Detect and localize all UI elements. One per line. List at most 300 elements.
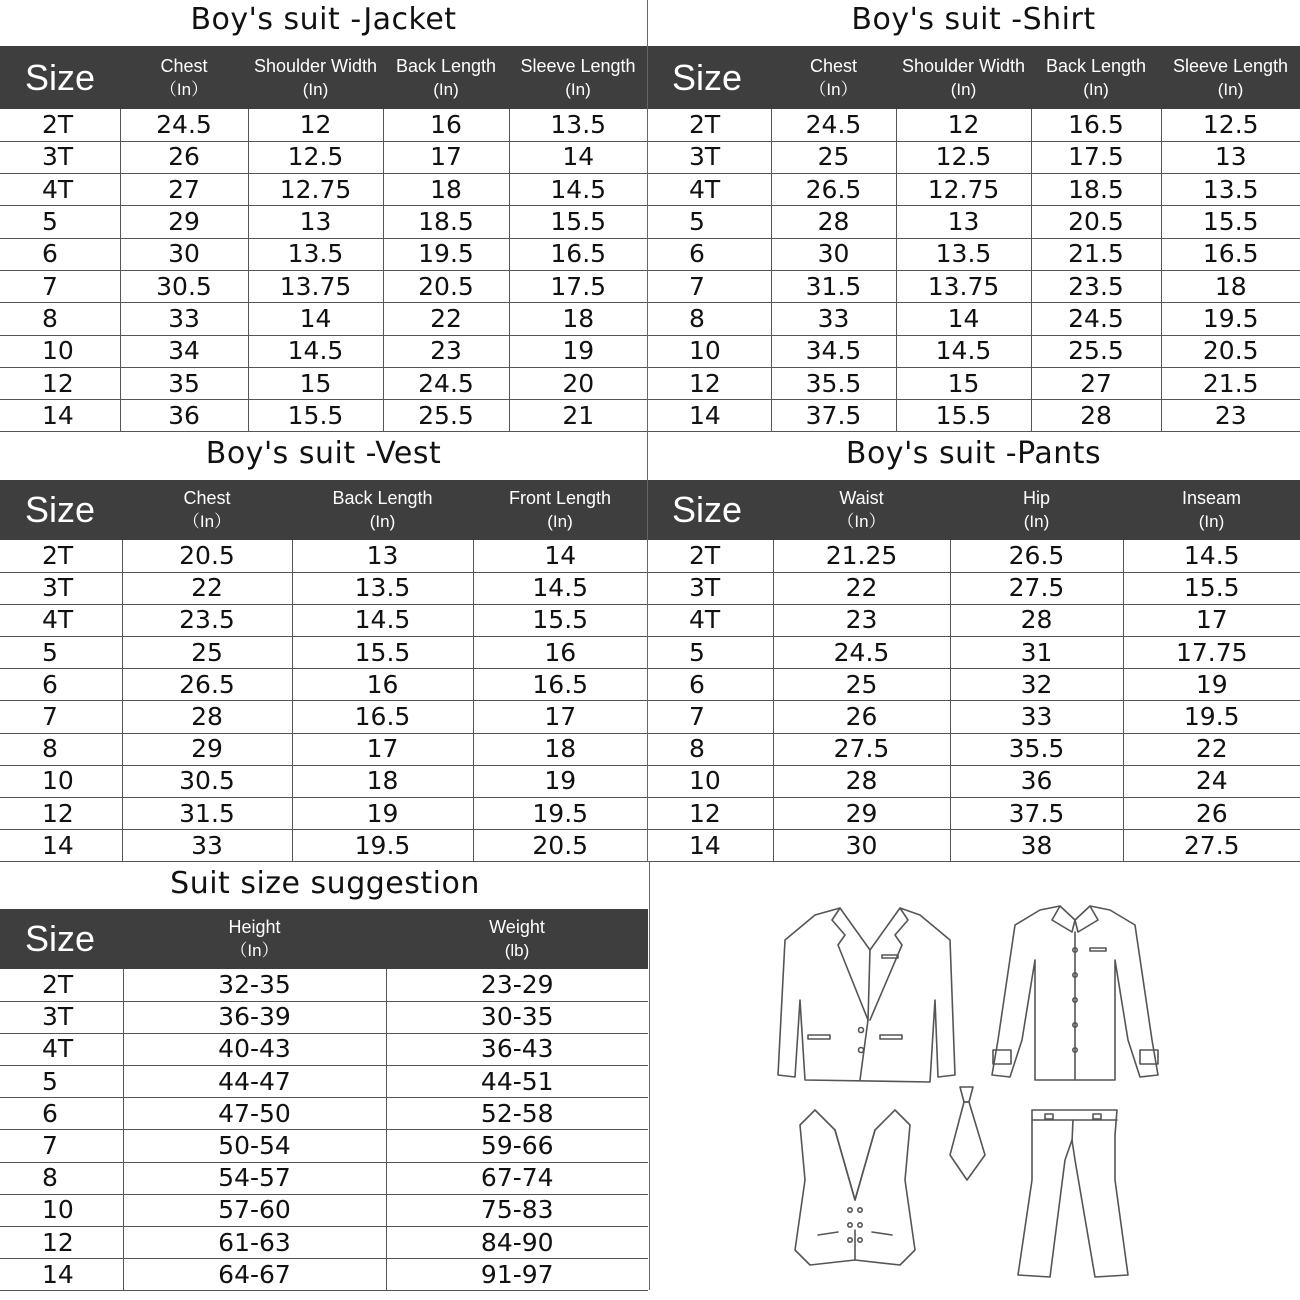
value-cell: 25.5: [383, 400, 509, 432]
value-cell: 26: [1123, 798, 1300, 830]
jacket-icon: [778, 908, 955, 1082]
value-cell: 27.5: [950, 572, 1123, 604]
vest-icon: [795, 1110, 915, 1265]
size-cell: 8: [0, 303, 120, 335]
value-cell: 30.5: [122, 765, 292, 797]
value-cell: 23: [1161, 400, 1300, 432]
table-row: [0, 367, 647, 399]
size-cell: 10: [647, 335, 771, 367]
value-cell: 14: [509, 141, 647, 173]
panel-divider-vertical: [647, 0, 648, 862]
table-row: [0, 637, 647, 669]
table-row: [0, 206, 647, 238]
column-header-label: Weight: [489, 917, 545, 937]
size-cell: 5: [647, 206, 771, 238]
jacket-panel: [0, 0, 647, 432]
column-header-unit: （In）: [182, 512, 232, 531]
value-cell: 19.5: [1123, 701, 1300, 733]
size-cell: 3T: [0, 141, 120, 173]
value-cell: 26.5: [122, 669, 292, 701]
column-header-unit: (In): [1217, 79, 1244, 99]
value-cell: 25: [771, 141, 896, 173]
size-cell: 10: [647, 765, 773, 797]
value-cell: 25: [773, 669, 950, 701]
value-cell: 15: [896, 367, 1031, 399]
size-cell: 4T: [647, 174, 771, 206]
shirt-icon: [992, 906, 1158, 1080]
table-row: [647, 701, 1300, 733]
shirt-table-title: Boy's suit -Shirt: [851, 2, 1096, 37]
value-cell: 44-51: [386, 1066, 648, 1098]
value-cell: 19: [292, 798, 473, 830]
value-cell: 14.5: [896, 335, 1031, 367]
table-row: [647, 572, 1300, 604]
value-cell: 18: [1161, 270, 1300, 302]
column-header-label: Front Length: [508, 488, 612, 508]
column-header-unit: （In）: [809, 79, 858, 99]
size-cell: 2T: [647, 540, 773, 572]
value-cell: 23: [383, 335, 509, 367]
value-cell: 24.5: [1031, 303, 1161, 335]
size-cell: 12: [0, 798, 122, 830]
size-cell: 6: [0, 1098, 123, 1130]
size-cell: 6: [647, 238, 771, 270]
table-row: [0, 669, 647, 701]
value-cell: 13.5: [1161, 174, 1300, 206]
size-cell: 3T: [0, 1001, 123, 1033]
size-cell: 10: [0, 1194, 123, 1226]
column-header-label: Hip: [1022, 488, 1050, 508]
value-cell: 26.5: [950, 540, 1123, 572]
column-header-label: Shoulder Width: [253, 55, 378, 76]
value-cell: 30-35: [386, 1001, 648, 1033]
size-cell: 8: [647, 303, 771, 335]
size-cell: 12: [647, 798, 773, 830]
size-cell: 7: [0, 1130, 123, 1162]
column-header: [122, 480, 292, 540]
size-cell: 8: [0, 1162, 123, 1194]
value-cell: 30: [773, 830, 950, 862]
column-header-unit: (In): [302, 79, 329, 99]
value-cell: 13.5: [292, 572, 473, 604]
jacket-size-table: [0, 46, 647, 432]
column-header-unit: (lb): [504, 941, 530, 960]
panel-divider-vertical-lower: [649, 862, 650, 1290]
value-cell: 19.5: [383, 238, 509, 270]
value-cell: 16: [473, 637, 647, 669]
value-cell: 28: [1031, 400, 1161, 432]
table-row: [0, 765, 647, 797]
value-cell: 34.5: [771, 335, 896, 367]
value-cell: 17.75: [1123, 637, 1300, 669]
value-cell: 21: [509, 400, 647, 432]
table-row: [0, 335, 647, 367]
table-row: [647, 637, 1300, 669]
value-cell: 84-90: [386, 1227, 648, 1259]
table-row: [0, 174, 647, 206]
value-cell: 28: [771, 206, 896, 238]
column-header-label: Back Length: [1045, 55, 1147, 76]
value-cell: 36-39: [123, 1001, 386, 1033]
suggestion-table-title: Suit size suggestion: [170, 866, 480, 901]
vest-size-table: [0, 480, 647, 862]
table-row: [0, 733, 647, 765]
tie-icon: [950, 1087, 985, 1180]
table-row: [647, 540, 1300, 572]
value-cell: 15.5: [896, 400, 1031, 432]
size-cell: 7: [0, 270, 120, 302]
value-cell: 13.75: [896, 270, 1031, 302]
column-header-label: Chest: [160, 55, 208, 76]
value-cell: 37.5: [771, 400, 896, 432]
column-header: [292, 480, 473, 540]
value-cell: 12.5: [248, 141, 383, 173]
value-cell: 16: [383, 109, 509, 141]
column-header: [1161, 46, 1300, 109]
size-cell: 4T: [0, 1033, 123, 1065]
value-cell: 40-43: [123, 1033, 386, 1065]
column-header-size: Size: [0, 480, 122, 540]
value-cell: 13.5: [509, 109, 647, 141]
table-row: [647, 830, 1300, 862]
value-cell: 12.5: [1161, 109, 1300, 141]
value-cell: 13.5: [248, 238, 383, 270]
shirt-size-table: [647, 46, 1300, 432]
value-cell: 24: [1123, 765, 1300, 797]
size-cell: 14: [0, 830, 122, 862]
value-cell: 17: [1123, 604, 1300, 636]
value-cell: 29: [773, 798, 950, 830]
table-row: [0, 238, 647, 270]
value-cell: 47-50: [123, 1098, 386, 1130]
table-row: [647, 604, 1300, 636]
value-cell: 31.5: [122, 798, 292, 830]
size-cell: 7: [647, 270, 771, 302]
column-header-label: Chest: [183, 488, 231, 508]
size-cell: 3T: [647, 141, 771, 173]
value-cell: 24.5: [120, 109, 248, 141]
column-header-unit: (In): [1083, 79, 1109, 99]
table-row: [0, 1259, 648, 1291]
size-cell: 6: [0, 238, 120, 270]
value-cell: 32: [950, 669, 1123, 701]
value-cell: 22: [1123, 733, 1300, 765]
value-cell: 18: [473, 733, 647, 765]
value-cell: 59-66: [386, 1130, 648, 1162]
vest-panel: [0, 432, 647, 862]
column-header-label: Back Length: [395, 55, 497, 76]
table-row: [0, 1001, 648, 1033]
shirt-panel: [647, 0, 1300, 432]
value-cell: 19: [1123, 669, 1300, 701]
value-cell: 12.75: [248, 174, 383, 206]
value-cell: 24.5: [771, 109, 896, 141]
value-cell: 22: [383, 303, 509, 335]
size-cell: 3T: [647, 572, 773, 604]
column-header: [771, 46, 896, 109]
table-row: [647, 669, 1300, 701]
value-cell: 19.5: [473, 798, 647, 830]
table-row: [647, 765, 1300, 797]
table-row: [0, 572, 647, 604]
column-header-unit: (In): [1198, 512, 1225, 531]
size-cell: 8: [0, 733, 122, 765]
value-cell: 20.5: [383, 270, 509, 302]
value-cell: 35: [120, 367, 248, 399]
value-cell: 54-57: [123, 1162, 386, 1194]
table-row: [647, 798, 1300, 830]
column-header-size: Size: [647, 46, 771, 109]
size-cell: 8: [647, 733, 773, 765]
value-cell: 22: [773, 572, 950, 604]
value-cell: 13: [896, 206, 1031, 238]
value-cell: 17.5: [1031, 141, 1161, 173]
value-cell: 13.5: [896, 238, 1031, 270]
table-row: [647, 335, 1300, 367]
table-row: [0, 1033, 648, 1065]
value-cell: 38: [950, 830, 1123, 862]
column-header-size: Size: [0, 46, 120, 109]
value-cell: 28: [773, 765, 950, 797]
table-row: [0, 303, 647, 335]
column-header-unit: (In): [565, 79, 591, 99]
value-cell: 13: [248, 206, 383, 238]
value-cell: 33: [122, 830, 292, 862]
pants-panel: [647, 432, 1300, 862]
column-header-label: Inseam: [1181, 488, 1242, 508]
column-header-label: Waist: [839, 488, 884, 508]
value-cell: 21.5: [1161, 367, 1300, 399]
value-cell: 24.5: [383, 367, 509, 399]
size-cell: 7: [0, 701, 122, 733]
value-cell: 75-83: [386, 1194, 648, 1226]
value-cell: 14.5: [292, 604, 473, 636]
table-row: [0, 830, 647, 862]
column-header-size: Size: [0, 909, 123, 969]
table-row: [647, 238, 1300, 270]
value-cell: 20.5: [1031, 206, 1161, 238]
value-cell: 18: [292, 765, 473, 797]
table-row: [0, 604, 647, 636]
value-cell: 14.5: [1123, 540, 1300, 572]
column-header-unit: （In）: [230, 941, 279, 960]
value-cell: 34: [120, 335, 248, 367]
size-cell: 5: [0, 1066, 123, 1098]
table-row: [0, 969, 648, 1001]
pants-table-title: Boy's suit -Pants: [845, 436, 1102, 471]
value-cell: 64-67: [123, 1259, 386, 1291]
size-cell: 5: [647, 637, 773, 669]
table-row: [0, 1227, 648, 1259]
value-cell: 23.5: [122, 604, 292, 636]
suggestion-size-table: [0, 909, 648, 1291]
column-header-unit: (In): [547, 512, 573, 531]
size-cell: 12: [0, 1227, 123, 1259]
value-cell: 35.5: [771, 367, 896, 399]
value-cell: 30: [120, 238, 248, 270]
suit-illustration: [760, 880, 1200, 1290]
jacket-table-title: Boy's suit -Jacket: [190, 2, 457, 37]
value-cell: 21.5: [1031, 238, 1161, 270]
value-cell: 17: [473, 701, 647, 733]
value-cell: 35.5: [950, 733, 1123, 765]
value-cell: 12: [896, 109, 1031, 141]
value-cell: 67-74: [386, 1162, 648, 1194]
column-header: [386, 909, 648, 969]
value-cell: 29: [120, 206, 248, 238]
size-cell: 6: [647, 669, 773, 701]
value-cell: 36: [950, 765, 1123, 797]
value-cell: 28: [122, 701, 292, 733]
column-header-unit: (In): [369, 512, 396, 531]
column-header-unit: （In）: [837, 512, 886, 531]
value-cell: 18.5: [383, 206, 509, 238]
column-header: [120, 46, 248, 109]
value-cell: 14: [248, 303, 383, 335]
column-header: [773, 480, 950, 540]
value-cell: 19: [509, 335, 647, 367]
column-header-label: Height: [228, 917, 281, 937]
value-cell: 36: [120, 400, 248, 432]
value-cell: 14: [473, 540, 647, 572]
value-cell: 20.5: [122, 540, 292, 572]
size-cell: 14: [647, 830, 773, 862]
value-cell: 16.5: [1031, 109, 1161, 141]
value-cell: 15.5: [473, 604, 647, 636]
value-cell: 27: [1031, 367, 1161, 399]
size-cell: 2T: [647, 109, 771, 141]
size-cell: 2T: [0, 540, 122, 572]
value-cell: 27: [120, 174, 248, 206]
value-cell: 17: [292, 733, 473, 765]
value-cell: 15.5: [509, 206, 647, 238]
value-cell: 33: [950, 701, 1123, 733]
table-row: [0, 141, 647, 173]
column-header-label: Sleeve Length: [1172, 55, 1289, 76]
table-row: [647, 141, 1300, 173]
size-cell: 12: [0, 367, 120, 399]
value-cell: 13: [1161, 141, 1300, 173]
size-cell: 2T: [0, 109, 120, 141]
value-cell: 14.5: [509, 174, 647, 206]
value-cell: 21.25: [773, 540, 950, 572]
value-cell: 14: [896, 303, 1031, 335]
value-cell: 29: [122, 733, 292, 765]
size-cell: 3T: [0, 572, 122, 604]
value-cell: 31.5: [771, 270, 896, 302]
value-cell: 15.5: [1161, 206, 1300, 238]
value-cell: 25.5: [1031, 335, 1161, 367]
value-cell: 13: [292, 540, 473, 572]
value-cell: 12.5: [896, 141, 1031, 173]
value-cell: 44-47: [123, 1066, 386, 1098]
table-row: [647, 206, 1300, 238]
value-cell: 26: [773, 701, 950, 733]
size-cell: 7: [647, 701, 773, 733]
value-cell: 16.5: [292, 701, 473, 733]
value-cell: 15.5: [292, 637, 473, 669]
column-header-unit: （In）: [159, 79, 209, 99]
suggestion-panel: [0, 862, 650, 1300]
column-header-label: Back Length: [332, 488, 433, 508]
value-cell: 23-29: [386, 969, 648, 1001]
table-row: [647, 400, 1300, 432]
value-cell: 23: [773, 604, 950, 636]
size-cell: 10: [0, 765, 122, 797]
size-cell: 12: [647, 367, 771, 399]
size-cell: 10: [0, 335, 120, 367]
value-cell: 19.5: [292, 830, 473, 862]
value-cell: 19: [473, 765, 647, 797]
table-row: [0, 540, 647, 572]
column-header: [950, 480, 1123, 540]
table-row: [647, 270, 1300, 302]
value-cell: 32-35: [123, 969, 386, 1001]
value-cell: 13.75: [248, 270, 383, 302]
value-cell: 20.5: [473, 830, 647, 862]
value-cell: 52-58: [386, 1098, 648, 1130]
value-cell: 15.5: [248, 400, 383, 432]
value-cell: 30: [771, 238, 896, 270]
value-cell: 57-60: [123, 1194, 386, 1226]
column-header: [383, 46, 509, 109]
column-header-label: Chest: [809, 55, 858, 76]
column-header: [123, 909, 386, 969]
size-cell: 6: [0, 669, 122, 701]
column-header: [248, 46, 383, 109]
value-cell: 26.5: [771, 174, 896, 206]
size-cell: 5: [0, 206, 120, 238]
value-cell: 16.5: [509, 238, 647, 270]
column-header: [1123, 480, 1300, 540]
value-cell: 27.5: [1123, 830, 1300, 862]
value-cell: 31: [950, 637, 1123, 669]
value-cell: 17: [383, 141, 509, 173]
column-header-unit: (In): [950, 79, 977, 99]
value-cell: 50-54: [123, 1130, 386, 1162]
value-cell: 28: [950, 604, 1123, 636]
value-cell: 20.5: [1161, 335, 1300, 367]
table-row: [647, 733, 1300, 765]
table-row: [0, 109, 647, 141]
pants-icon: [1018, 1110, 1128, 1277]
size-cell: 2T: [0, 969, 123, 1001]
size-cell: 14: [0, 400, 120, 432]
column-header: [1031, 46, 1161, 109]
size-cell: 14: [0, 1259, 123, 1291]
size-cell: 4T: [0, 174, 120, 206]
table-row: [0, 1162, 648, 1194]
value-cell: 26: [120, 141, 248, 173]
value-cell: 33: [120, 303, 248, 335]
table-row: [0, 270, 647, 302]
table-row: [0, 1130, 648, 1162]
value-cell: 12.75: [896, 174, 1031, 206]
column-header: [509, 46, 647, 109]
table-row: [0, 1098, 648, 1130]
table-row: [0, 1066, 648, 1098]
value-cell: 15.5: [1123, 572, 1300, 604]
column-header: [473, 480, 647, 540]
column-header: [896, 46, 1031, 109]
size-cell: 14: [647, 400, 771, 432]
value-cell: 18.5: [1031, 174, 1161, 206]
value-cell: 23.5: [1031, 270, 1161, 302]
value-cell: 12: [248, 109, 383, 141]
table-row: [647, 367, 1300, 399]
value-cell: 16: [292, 669, 473, 701]
vest-table-title: Boy's suit -Vest: [205, 436, 442, 471]
